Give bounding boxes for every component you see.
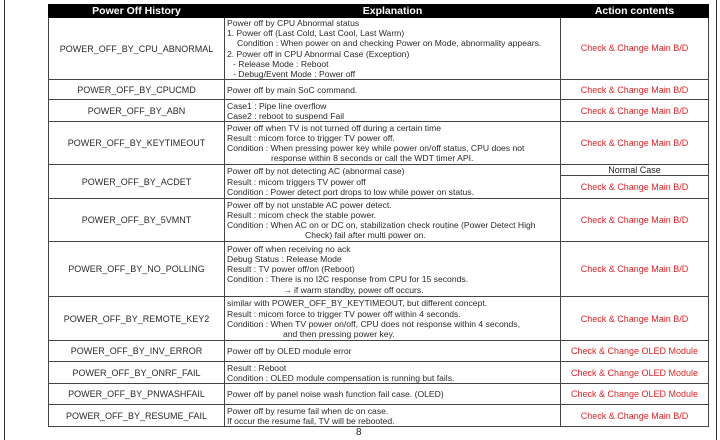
table-row xyxy=(49,362,709,384)
table-row xyxy=(49,122,709,165)
action-contents: Check & Change Main B/D xyxy=(561,18,709,80)
explanation-line: → if warm standby, power off occurs. xyxy=(283,284,424,295)
explanation-line: Result : Reboot xyxy=(227,362,287,373)
header-power-off-history: Power Off History xyxy=(49,5,225,18)
explanation-line: Power off by not detecting AC (abnormal case) xyxy=(227,166,405,177)
action-contents: Check & Change Main B/D xyxy=(561,80,709,100)
table-row xyxy=(49,100,709,122)
table-row xyxy=(49,384,709,405)
explanation-line: Condition : There is no I2C response from CPU for 15 seconds. xyxy=(227,274,469,285)
power-off-name: POWER_OFF_BY_ACDET xyxy=(49,165,225,199)
explanation-cell xyxy=(225,405,561,427)
action-contents: Check & Change OLED Module xyxy=(561,384,709,405)
table-row xyxy=(49,341,709,362)
explanation-line: If occur the resume fail, TV will be rebooted. xyxy=(227,415,395,426)
power-off-name: POWER_OFF_BY_ABN xyxy=(49,100,225,122)
power-off-name: POWER_OFF_BY_CPU_ABNORMAL xyxy=(49,18,225,80)
power-off-name: POWER_OFF_BY_CPUCMD xyxy=(49,80,225,100)
action-contents: Check & Change Main B/D xyxy=(561,100,709,122)
page-number: 8 xyxy=(356,427,362,438)
table-header-row xyxy=(49,5,709,18)
explanation-line: Check) fail after multi power on. xyxy=(305,230,426,241)
explanation-line: Condition : When TV power on/off, CPU does not response within 4 seconds, xyxy=(227,318,520,329)
power-off-name: POWER_OFF_BY_NO_POLLING xyxy=(49,242,225,297)
explanation-cell xyxy=(225,362,561,384)
explanation-line: Result : micom triggers TV power off xyxy=(227,176,366,187)
table-row xyxy=(49,18,709,80)
power-off-name: POWER_OFF_BY_INV_ERROR xyxy=(49,341,225,362)
table-row xyxy=(49,165,709,199)
explanation-line: Result : TV power off/on (Reboot) xyxy=(227,264,355,275)
explanation-cell xyxy=(225,341,561,362)
explanation-line: 2. Power off in CPU Abnormal Case (Exception) xyxy=(227,48,410,59)
action-contents: Check & Change Main B/D xyxy=(580,182,689,193)
table-row xyxy=(49,297,709,341)
power-off-history-table xyxy=(48,4,709,427)
power-off-name: POWER_OFF_BY_REMOTE_KEY2 xyxy=(49,297,225,341)
action-contents: Check & Change Main B/D xyxy=(561,297,709,341)
action-contents: Check & Change Main B/D xyxy=(561,199,709,242)
header-explanation: Explanation xyxy=(225,5,561,18)
table-row xyxy=(49,80,709,100)
page-border-right xyxy=(716,0,717,440)
explanation-cell xyxy=(225,384,561,405)
explanation-line: Case2 : reboot to suspend Fail xyxy=(227,110,345,121)
explanation-cell xyxy=(225,18,561,80)
power-off-name: POWER_OFF_BY_5VMNT xyxy=(49,199,225,242)
power-off-name: POWER_OFF_BY_RESUME_FAIL xyxy=(49,405,225,427)
explanation-line: Power off by CPU Abnormal status xyxy=(227,18,360,28)
table-row xyxy=(49,405,709,427)
action-contents: Check & Change OLED Module xyxy=(561,362,709,384)
explanation-line: Condition : Power detect port drops to low while power on status. xyxy=(227,186,474,197)
explanation-cell xyxy=(225,199,561,242)
explanation-line: Debug Status : Release Mode xyxy=(227,253,342,264)
explanation-cell xyxy=(225,165,561,199)
power-off-name: POWER_OFF_BY_KEYTIMEOUT xyxy=(49,122,225,165)
explanation-line: Power off by not unstable AC power detect. xyxy=(227,199,392,210)
explanation-line: Power off by resume fail when dc on case. xyxy=(227,405,389,416)
table-row xyxy=(49,199,709,242)
explanation-line: Condition : When AC on or DC on, stabilization check routine (Power Detect High xyxy=(227,220,536,231)
action-contents: Check & Change OLED Module xyxy=(561,341,709,362)
explanation-cell xyxy=(225,100,561,122)
explanation-line: - Debug/Event Mode : Power off xyxy=(233,69,356,80)
power-off-name: POWER_OFF_BY_ONRF_FAIL xyxy=(49,362,225,384)
explanation-line: Result : micom force to trigger TV power off. xyxy=(227,133,395,144)
action-normal-case: Normal Case xyxy=(561,165,708,176)
explanation-line: 1. Power off (Last Cold, Last Cool, Last Warm) xyxy=(227,28,405,39)
explanation-cell xyxy=(225,297,561,341)
explanation-line: Condition : When pressing power key while power on/off status, CPU does not xyxy=(227,143,525,154)
explanation-line: Power off by main SoC command. xyxy=(227,84,358,95)
explanation-line: Condition : OLED module compensation is running but fails. xyxy=(227,372,455,383)
power-off-name: POWER_OFF_BY_PNWASHFAIL xyxy=(49,384,225,405)
explanation-line: Power off by panel noise wash function fail case. (OLED) xyxy=(227,389,444,400)
explanation-line: Power off when receiving no ack xyxy=(227,243,351,254)
explanation-line: and then pressing power key. xyxy=(283,328,395,339)
explanation-line: Result : micom force to trigger TV power off within 4 seconds. xyxy=(227,308,461,319)
action-contents: Check & Change Main B/D xyxy=(561,242,709,297)
explanation-line: Power off by OLED module error xyxy=(227,346,352,357)
explanation-line: similar with POWER_OFF_BY_KEYTIMEOUT, but different concept. xyxy=(227,298,488,309)
explanation-line: Power off when TV is not turned off during a certain time xyxy=(227,122,442,133)
table-row xyxy=(49,242,709,297)
action-contents: Check & Change Main B/D xyxy=(561,122,709,165)
explanation-line: - Release Mode : Reboot xyxy=(233,58,329,69)
header-action-contents: Action contents xyxy=(561,5,709,18)
explanation-line: Result : micom check the stable power. xyxy=(227,210,377,221)
action-contents: Check & Change Main B/D xyxy=(561,405,709,427)
explanation-cell xyxy=(225,80,561,100)
explanation-line: Condition : When power on and checking Power on Mode, abnormality appears. xyxy=(237,38,542,49)
explanation-line: Case1 : Pipe line overflow xyxy=(227,100,327,111)
action-contents-split xyxy=(561,165,709,199)
page-border-left xyxy=(4,0,5,440)
explanation-cell xyxy=(225,242,561,297)
explanation-line: response within 8 seconds or call the WDT timer API. xyxy=(271,153,474,164)
explanation-cell xyxy=(225,122,561,165)
